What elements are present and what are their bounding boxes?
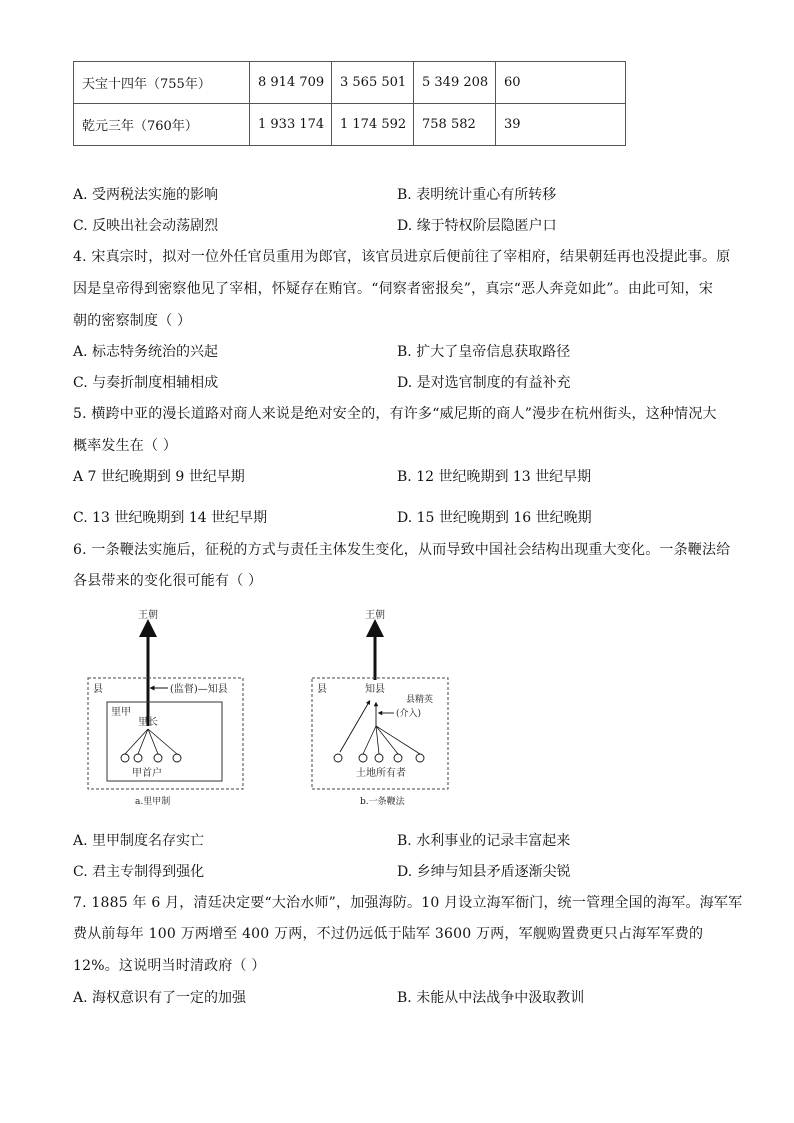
q5-stem-line1: 5. 横跨中亚的漫长道路对商人来说是绝对安全的，有许多“威尼斯的商人”漫步在杭州街头，这种情况大 [73, 406, 717, 422]
q4-option-c: C. 与奏折制度相辅相成 [73, 375, 219, 391]
q5-option-a: A 7 世纪晚期到 9 世纪早期 [73, 469, 245, 485]
link-line [138, 729, 148, 754]
q7-option-a: A. 海权意识有了一定的加强 [73, 990, 247, 1006]
dynasty-label: 王朝 [365, 610, 385, 621]
q4-stem-line3: 朝的密察制度（ ） [73, 313, 192, 329]
table-cell: 8 914 709 [250, 62, 332, 104]
population-table [73, 61, 626, 146]
owner-node [394, 754, 402, 762]
household-node [173, 754, 181, 762]
caption-a: a.里甲制 [135, 797, 171, 807]
governance-diagram [80, 598, 450, 810]
link-line [376, 726, 379, 754]
owners-label: 土地所有者 [356, 768, 406, 779]
q6-stem-line2: 各县带来的变化很可能有（ ） [73, 573, 263, 589]
link-line [376, 726, 398, 754]
table-cell: 1 174 592 [332, 104, 414, 146]
q6-stem-line1: 6. 一条鞭法实施后，征税的方式与责任主体发生变化，从而导致中国社会结构出现重大变化。一条鞭法给 [73, 542, 731, 558]
yitiaobian-diagram [312, 608, 448, 807]
household-node [154, 754, 162, 762]
lijia-label: 里甲 [111, 707, 131, 718]
q3-option-c: C. 反映出社会动荡剧烈 [73, 218, 219, 234]
q3-option-d: D. 缘于特权阶层隐匿户口 [397, 218, 557, 234]
dynasty-label: 王朝 [138, 610, 158, 621]
lijia-diagram [88, 608, 243, 807]
q6-option-a: A. 里甲制度名存实亡 [73, 833, 205, 849]
table-cell: 1 933 174 [250, 104, 332, 146]
link-line [363, 726, 376, 754]
household-node [134, 754, 142, 762]
link-line [125, 729, 148, 754]
table-row [74, 62, 626, 104]
q3-option-b: B. 表明统计重心有所转移 [397, 187, 557, 203]
q6-option-d: D. 乡绅与知县矛盾逐渐尖锐 [397, 864, 571, 880]
table-cell: 758 582 [414, 104, 496, 146]
county-label: 县 [317, 684, 327, 695]
table-cell: 3 565 501 [332, 62, 414, 104]
q6-option-b: B. 水利事业的记录丰富起来 [397, 833, 571, 849]
q7-stem-line1: 7. 1885 年 6 月，清廷决定要“大治水师”，加强海防。10 月设立海军衙门，统一管理全国的海军。海军军 [73, 895, 743, 911]
q7-stem-line3: 12%。这说明当时清政府（ ） [73, 958, 266, 974]
owner-node [416, 754, 424, 762]
caption-b: b.一条鞭法 [360, 797, 405, 807]
link-line [148, 729, 158, 754]
q7-option-b: B. 未能从中法战争中汲取教训 [397, 990, 585, 1006]
q5-option-b: B. 12 世纪晚期到 13 世纪早期 [397, 469, 592, 485]
q5-option-d: D. 15 世纪晚期到 16 世纪晚期 [397, 510, 592, 526]
q5-stem-line2: 概率发生在（ ） [73, 438, 178, 454]
owner-node [375, 754, 383, 762]
intervene-label: (介入) [396, 709, 422, 719]
supervise-label: (监督)—知县 [170, 684, 228, 695]
link-arrow [340, 702, 369, 752]
zhixian-label: 知县 [365, 684, 385, 695]
q4-option-b: B. 扩大了皇帝信息获取路径 [397, 344, 571, 360]
elite-label: 县精英 [406, 695, 434, 705]
q7-stem-line2: 费从前每年 100 万两增至 400 万两，不过仍远低于陆军 3600 万两，军舰购置费更只占海军军费的 [73, 926, 704, 942]
table-cell: 乾元三年（760年） [74, 104, 250, 146]
table-cell: 天宝十四年（755年） [74, 62, 250, 104]
owner-node [334, 754, 342, 762]
q5-option-c: C. 13 世纪晚期到 14 世纪早期 [73, 510, 268, 526]
table-cell: 39 [496, 104, 626, 146]
household-node [121, 754, 129, 762]
q4-option-d: D. 是对选官制度的有益补充 [397, 375, 571, 391]
q4-option-a: A. 标志特务统治的兴起 [73, 344, 219, 360]
link-line [148, 729, 177, 754]
lizhang-label: 里长 [138, 717, 158, 728]
q4-stem-line2: 因是皇帝得到密察他见了宰相，怀疑存在贿官。“伺察者密报矣”，真宗“恶人奔竞如此”。由此可知，宋 [73, 281, 714, 297]
table-cell: 60 [496, 62, 626, 104]
q6-option-c: C. 君主专制得到强化 [73, 864, 205, 880]
link-line [376, 726, 420, 754]
jiashou-label: 甲首户 [132, 768, 162, 779]
table-cell: 5 349 208 [414, 62, 496, 104]
table-row [74, 104, 626, 146]
q3-option-a: A. 受两税法实施的影响 [73, 187, 219, 203]
q4-stem-line1: 4. 宋真宗时，拟对一位外任官员重用为郎官，该官员进京后便前往了宰相府，结果朝廷再也没提此事。原 [73, 249, 731, 265]
owner-node [359, 754, 367, 762]
county-label: 县 [93, 684, 103, 695]
